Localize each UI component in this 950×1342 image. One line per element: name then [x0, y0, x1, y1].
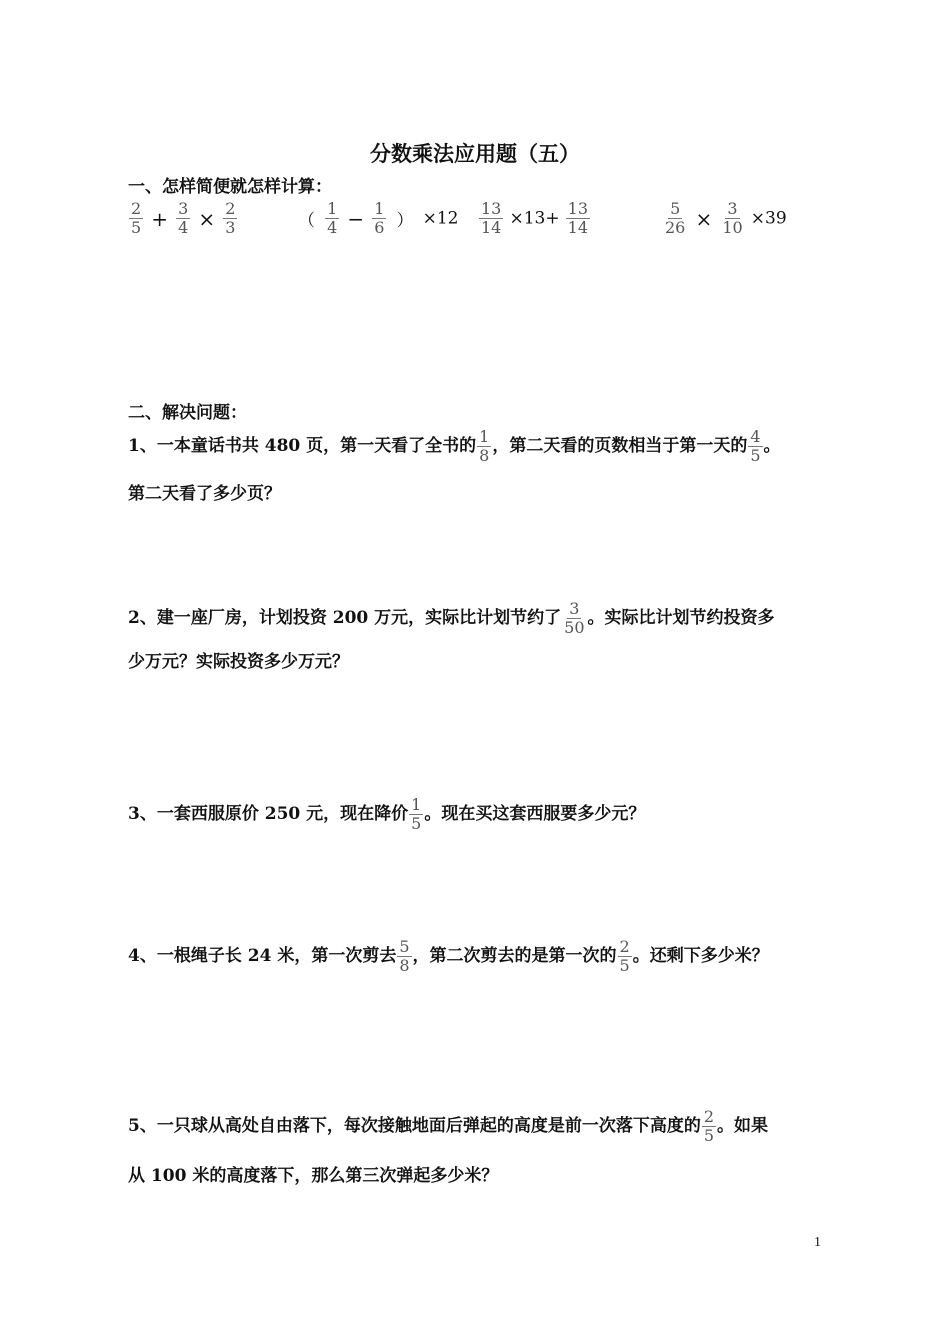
question-text: 3、一套西服原价 250 元，现在降价: [128, 804, 409, 824]
question-text: 5、一只球从高处自由落下，每次接触地面后弹起的高度是前一次落下高度的: [128, 1116, 701, 1136]
question-3-line-1: [128, 796, 645, 833]
question-1-line-1: [128, 428, 781, 465]
question-2-line-1: [128, 600, 775, 637]
fraction: $\frac{3}{10}$: [722, 199, 743, 237]
expression-1: [128, 200, 238, 237]
question-text: 。现在买这套西服要多少元？: [424, 804, 646, 824]
expression-tail: ×39: [750, 208, 787, 229]
fraction: $\frac{1}{8}$: [479, 427, 490, 465]
question-text: 。如果: [717, 1116, 769, 1136]
question-5-line-1: [128, 1108, 768, 1145]
fraction: $\frac{2}{5}$: [619, 937, 630, 975]
fraction: $\frac{3}{50}$: [564, 599, 585, 637]
question-1-line-2: 第二天看了多少页？: [128, 484, 281, 504]
fraction: $\frac{3}{4}$: [178, 199, 189, 237]
question-text: 4、一根绳子长 24 米，第一次剪去: [128, 946, 397, 966]
times-operator: ×: [198, 206, 216, 231]
question-4-line-1: [128, 938, 769, 975]
expression-middle: ×13+: [509, 208, 560, 229]
question-text: ，第二天看的页数相当于第一天的: [492, 436, 748, 456]
question-text: 1、一本童话书共 480 页，第一天看了全书的: [128, 436, 477, 456]
fraction: $\frac{2}{5}$: [131, 199, 142, 237]
fraction: $\frac{5}{8}$: [399, 937, 410, 975]
fraction: $\frac{13}{14}$: [567, 199, 589, 237]
fraction: $\frac{2}{5}$: [703, 1107, 715, 1145]
expression-tail: ×12: [422, 208, 459, 229]
expression-3: [478, 200, 591, 237]
section1-heading: 一、怎样简便就怎样计算：: [128, 177, 332, 197]
fraction: $\frac{1}{5}$: [411, 795, 422, 833]
fraction: $\frac{2}{3}$: [225, 199, 236, 237]
question-5-line-2: 从 100 米的高度落下，那么第三次弹起多少米？: [128, 1166, 499, 1186]
section2-heading: 二、解决问题：: [128, 403, 247, 423]
fraction: $\frac{4}{5}$: [750, 427, 761, 465]
question-2-line-2: 少万元？实际投资多少万元？: [128, 652, 349, 672]
plus-operator: +: [151, 206, 169, 231]
fraction: $\frac{1}{4}$: [327, 199, 338, 237]
expression-2: [294, 200, 459, 237]
page-number: 1: [814, 1235, 821, 1250]
times-operator: ×: [695, 206, 713, 231]
question-text: ，第二次剪去的是第一次的: [412, 946, 617, 966]
minus-operator: −: [347, 206, 365, 231]
question-text: 。还剩下多少米？: [632, 946, 769, 966]
fraction: $\frac{5}{26}$: [665, 199, 686, 237]
question-text: 。实际比计划节约投资多: [587, 608, 775, 628]
page-title: 分数乘法应用题（五）: [370, 141, 580, 166]
left-paren: （: [298, 211, 315, 231]
expression-4: [662, 200, 787, 237]
question-text: 2、建一座厂房，计划投资 200 万元，实际比计划节约了: [128, 608, 562, 628]
right-paren: ）: [396, 211, 414, 231]
question-text: 。: [763, 436, 781, 456]
fraction: $\frac{13}{14}$: [481, 199, 502, 237]
fraction: $\frac{1}{6}$: [374, 199, 385, 237]
